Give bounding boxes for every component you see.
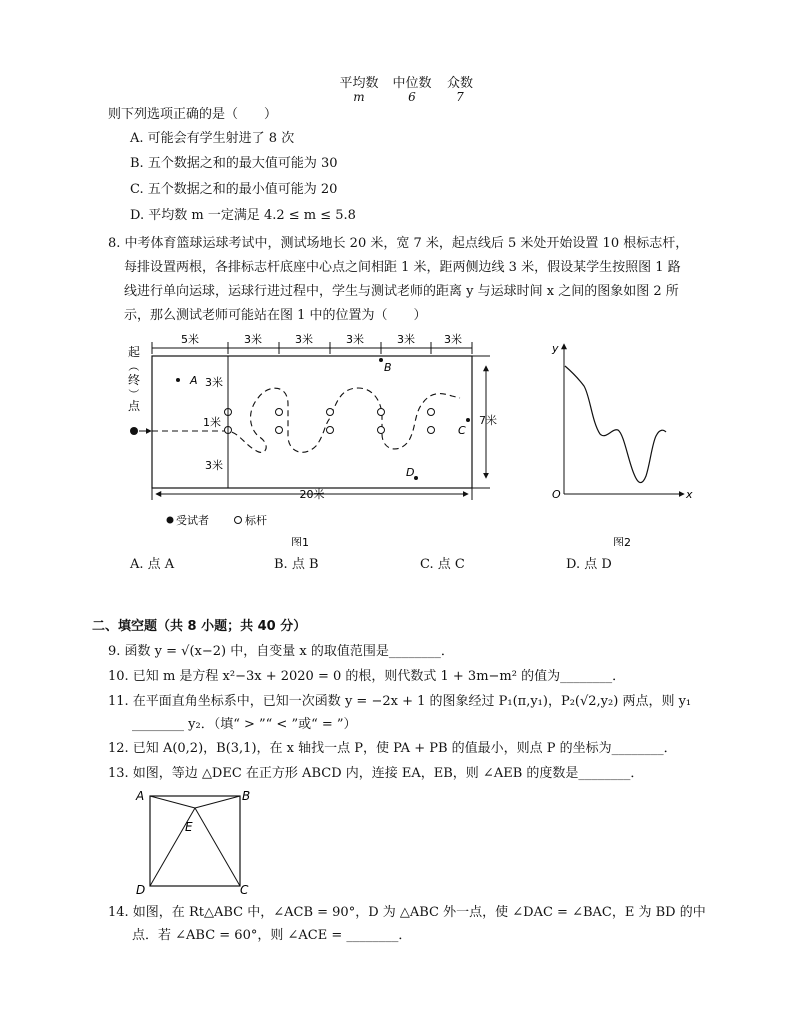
dim-3m-top: 3米 xyxy=(205,376,223,389)
q8-line-4: 示，那么测试老师可能站在图 1 中的位置为（ ） xyxy=(124,308,427,323)
header-value: m xyxy=(353,90,365,104)
header-label: 中位数 xyxy=(392,76,432,91)
point-b-label: B xyxy=(384,361,392,374)
dim-1m: 1米 xyxy=(203,416,221,429)
section-2-title: 二、填空题（共 8 小题；共 40 分） xyxy=(92,619,307,634)
legend-person-label: 受试者 xyxy=(176,514,209,527)
label-d: D xyxy=(136,883,146,896)
q7-option-c: C. 五个数据之和的最小值可能为 20 xyxy=(130,182,338,197)
segment-ea xyxy=(150,796,195,808)
q13: 13. 如图，等边 △DEC 在正方形 ABCD 内，连接 EA，EB，则 ∠AEB 的度数是________． xyxy=(108,766,644,781)
field-rect xyxy=(152,356,472,488)
label-e: E xyxy=(185,820,193,834)
x-axis-label: x xyxy=(686,488,693,501)
point-c-dot xyxy=(466,418,470,422)
header-value: 7 xyxy=(456,90,464,104)
top-dim-label: 3米 xyxy=(444,333,462,346)
y-axis-label: y xyxy=(552,342,559,355)
figure-13 xyxy=(128,786,268,896)
test-taker-dot xyxy=(130,427,138,435)
square-abcd xyxy=(150,796,240,886)
q8-option-d: D. 点 D xyxy=(566,557,612,572)
q14-line-2: 点．若 ∠ABC = 60°，则 ∠ACE = ________． xyxy=(132,928,412,943)
point-c-label: C xyxy=(458,424,466,437)
label-a: A xyxy=(136,789,145,803)
dribble-path xyxy=(152,388,460,452)
top-dim-label: 3米 xyxy=(397,333,415,346)
figure-2 xyxy=(538,326,698,546)
legend-pole-dot xyxy=(235,517,242,524)
legend-person-dot xyxy=(167,517,174,524)
q7-option-d: D. 平均数 m 一定满足 4.2 ≤ m ≤ 5.8 xyxy=(130,208,356,223)
segment-ec xyxy=(195,808,240,886)
start-label-char: ） xyxy=(127,388,140,400)
header-label: 平均数 xyxy=(339,76,379,91)
start-label-char: （ xyxy=(127,360,140,372)
dim-3m-bottom: 3米 xyxy=(205,459,223,472)
table-header-col-1 xyxy=(336,72,382,103)
top-dim-label: 3米 xyxy=(244,333,262,346)
q8-line-2: 每排设置两根，各排标志杆底座中心点之间相距 1 米，距两侧边线 3 米，假设某学生按照图 1 路 xyxy=(124,260,681,275)
point-a-dot xyxy=(176,378,180,382)
point-d-label: D xyxy=(406,466,415,479)
q11-line-1: 11. 在平面直角坐标系中，已知一次函数 y = −2x + 1 的图象经过 P₁(π,y₁)，P₂(√2,y₂) 两点，则 y₁ xyxy=(108,694,692,709)
q8-option-c: C. 点 C xyxy=(420,557,465,572)
top-dim-label: 5米 xyxy=(181,333,199,346)
distance-curve xyxy=(565,366,666,483)
figure-1-caption: 图1 xyxy=(291,536,309,546)
q12: 12. 已知 A(0,2)，B(3,1)，在 x 轴找一点 P，使 PA + PB 的值最小，则点 P 的坐标为________． xyxy=(108,741,677,756)
q11-line-2: ________ y₂．（填“ > ”“ < ”或“ = ”） xyxy=(132,717,357,732)
label-b: B xyxy=(242,789,251,803)
table-header-col-3 xyxy=(440,72,480,103)
start-label-char: 点 xyxy=(127,399,141,413)
label-c: C xyxy=(240,883,249,896)
start-label-char: 起 xyxy=(127,345,141,359)
q9: 9. 函数 y = √(x−2) 中，自变量 x 的取值范围是________． xyxy=(108,644,454,659)
q8-option-b: B. 点 B xyxy=(274,557,319,572)
segment-eb xyxy=(195,796,240,808)
start-label-char: 终 xyxy=(127,373,141,387)
q7-option-b: B. 五个数据之和的最大值可能为 30 xyxy=(130,156,338,171)
dim-7m: 7米 xyxy=(479,414,497,427)
legend-pole-label: 标杆 xyxy=(245,514,267,527)
header-value: 6 xyxy=(408,90,416,104)
top-dim-label: 3米 xyxy=(346,333,364,346)
point-d-dot xyxy=(414,476,418,480)
point-b-dot xyxy=(379,358,383,362)
q10: 10. 已知 m 是方程 x²−3x + 2020 = 0 的根，则代数式 1 + 3m−m² 的值为________． xyxy=(108,669,626,684)
q8-line-1: 8. 中考体育篮球运球考试中，测试场地长 20 米，宽 7 米，起点线后 5 米处开始设置 10 根标志杆， xyxy=(108,236,689,251)
q7-stem: 则下列选项正确的是（ ） xyxy=(108,107,278,122)
top-dim-label: 3米 xyxy=(295,333,313,346)
point-a-label: A xyxy=(190,374,198,387)
header-label: 众数 xyxy=(446,76,473,91)
q8-line-3: 线进行单向运球，运球行进过程中，学生与测试老师的距离 y 与运球时间 x 之间的图象如图 2 所 xyxy=(124,284,679,299)
dim-20m: 20米 xyxy=(299,488,325,501)
origin-label: O xyxy=(552,488,561,501)
q7-option-a: A. 可能会有学生射进了 8 次 xyxy=(130,131,295,146)
q8-option-a: A. 点 A xyxy=(130,557,175,572)
table-header-col-2 xyxy=(389,72,435,103)
figure-2-caption: 图2 xyxy=(613,536,631,546)
q14-line-1: 14. 如图，在 Rt△ABC 中，∠ACB = 90°，D 为 △ABC 外一点，使 ∠DAC = ∠BAC，E 为 BD 的中 xyxy=(108,905,706,920)
poles xyxy=(225,409,435,434)
